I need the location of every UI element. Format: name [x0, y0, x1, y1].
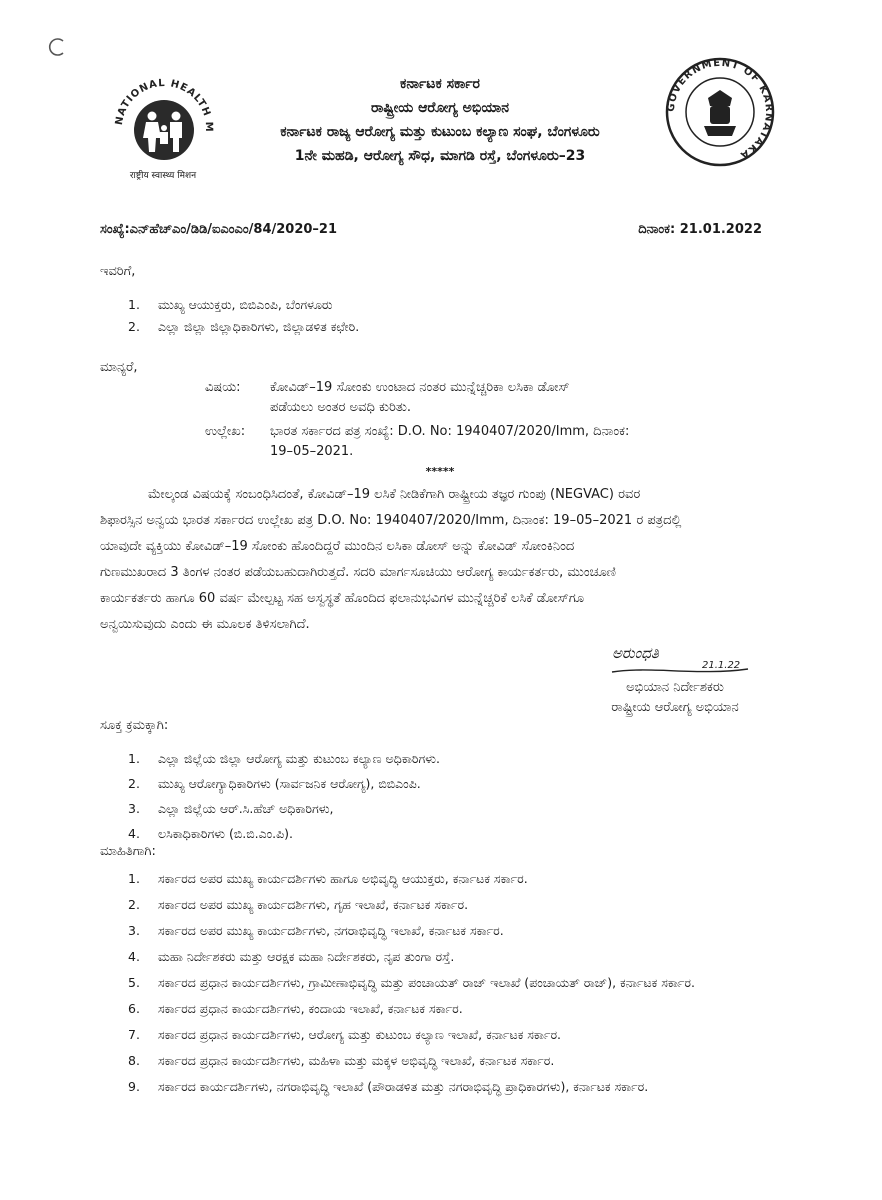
nhm-logo-hindi: राष्ट्रीय स्वास्थ्य मिशन [129, 171, 197, 181]
signature-title-2: ರಾಷ್ಟ್ರೀಯ ಆರೋಗ್ಯ ಅಭಿಯಾನ [611, 700, 739, 715]
separator: ***** [425, 465, 455, 478]
reference-line-2: 19–05–2021. [270, 444, 354, 459]
reference-label: ಉಲ್ಲೇಖ: [205, 424, 246, 439]
signature-date: 21.1.22 [702, 660, 741, 671]
list-item: 2. ಎಲ್ಲಾ ಜಿಲ್ಲಾ ಜಿಲ್ಲಾಧಿಕಾರಿಗಳು, ಜಿಲ್ಲಾಡಳಿತ ಕಛೇರಿ. [128, 319, 360, 334]
action-list [128, 746, 440, 846]
nhm-logo-text: NATIONAL HEALTH M [113, 77, 215, 133]
subject-line-1: ಕೋವಿಡ್–19 ಸೋಂಕು ಉಂಟಾದ ನಂತರ ಮುನ್ನೆಚ್ಚರಿಕಾ ಲಸಿಕಾ ಡೋಸ್ [270, 380, 570, 395]
info-label: ಮಾಹಿತಿಗಾಗಿ: [100, 844, 156, 859]
list-item: 4. ಲಸಿಕಾಧಿಕಾರಿಗಳು (ಬಿ.ಬಿ.ಎಂ.ಪಿ). [128, 826, 294, 841]
body-line-1: ಮೇಲ್ಕಂಡ ವಿಷಯಕ್ಕೆ ಸಂಬಂಧಿಸಿದಂತೆ, ಕೋವಿಡ್–19 ಲಸಿಕೆ ನೀಡಿಕೆಗಾಗಿ ರಾಷ್ಟ್ರೀಯ ತಜ್ಞರ ಗುಂಪು (NEGVAC) ರವರ [148, 487, 641, 502]
seal-text: GOVERNMENT OF KARNATAKA [665, 57, 775, 162]
list-item: 1. ಸರ್ಕಾರದ ಅಪರ ಮುಖ್ಯ ಕಾರ್ಯದರ್ಶಿಗಳು ಹಾಗೂ ಅಭಿವೃದ್ಧಿ ಆಯುಕ್ತರು, ಕರ್ನಾಟಕ ಸರ್ಕಾರ. [128, 871, 528, 886]
action-label: ಸೂಕ್ತ ಕ್ರಮಕ್ಕಾಗಿ: [100, 718, 169, 733]
list-item: 1. ಮುಖ್ಯ ಆಯುಕ್ತರು, ಬಿಬಿಎಂಪಿ, ಬೆಂಗಳೂರು [128, 297, 333, 312]
info-list [128, 868, 788, 1097]
list-item: 5. ಸರ್ಕಾರದ ಪ್ರಧಾನ ಕಾರ್ಯದರ್ಶಿಗಳು, ಗ್ರಾಮೀಣಾಭಿವೃದ್ಧಿ ಮತ್ತು ಪಂಚಾಯತ್ ರಾಜ್ ಇಲಾಖೆ (ಪಂಚಾಯತ್ ರಾಜ್), ಕರ್ನಾಟಕ ಸರ್ಕಾರ. [128, 975, 695, 990]
list-item: 3. ಎಲ್ಲಾ ಜಿಲ್ಲೆಯ ಆರ್.ಸಿ.ಹೆಚ್ ಅಧಿಕಾರಿಗಳು, [128, 801, 334, 816]
body-line-6: ಅನ್ವಯಿಸುವುದು ಎಂದು ಈ ಮೂಲಕ ತಿಳಿಸಲಾಗಿದೆ. [100, 617, 310, 632]
body-line-3: ಯಾವುದೇ ವ್ಯಕ್ತಿಯು ಕೋವಿಡ್–19 ಸೋಂಕು ಹೊಂದಿದ್ದರೆ ಮುಂದಿನ ಲಸಿಕಾ ಡೋಸ್ ಅನ್ನು ಕೋವಿಡ್ ಸೋಂಕಿನಿಂದ [100, 539, 575, 554]
list-item: 7. ಸರ್ಕಾರದ ಪ್ರಧಾನ ಕಾರ್ಯದರ್ಶಿಗಳು, ಆರೋಗ್ಯ ಮತ್ತು ಕುಟುಂಬ ಕಲ್ಯಾಣ ಇಲಾಖೆ, ಕರ್ನಾಟಕ ಸರ್ಕಾರ. [128, 1027, 562, 1042]
body-line-4: ಗುಣಮುಖರಾದ 3 ತಿಂಗಳ ನಂತರ ಪಡೆಯಬಹುದಾಗಿರುತ್ತದೆ. ಸದರಿ ಮಾರ್ಗಸೂಚಿಯು ಆರೋಗ್ಯ ಕಾರ್ಯಕರ್ತರು, ಮುಂಚೂಣಿ [100, 565, 616, 580]
list-item: 1. ಎಲ್ಲಾ ಜಿಲ್ಲೆಯ ಜಿಲ್ಲಾ ಆರೋಗ್ಯ ಮತ್ತು ಕುಟುಂಬ ಕಲ್ಯಾಣ ಅಧಿಕಾರಿಗಳು. [128, 751, 441, 766]
to-list [128, 294, 359, 338]
ref-date: ದಿನಾಂಕ: 21.01.2022 [638, 222, 762, 237]
list-item: 2. ಮುಖ್ಯ ಆರೋಗ್ಯಾಧಿಕಾರಿಗಳು (ಸಾರ್ವಜನಿಕ ಆರೋಗ್ಯ), ಬಿಬಿಎಂಪಿ. [128, 776, 421, 791]
salutation: ಮಾನ್ಯರೆ, [100, 360, 138, 375]
karnataka-seal [664, 56, 776, 168]
header-line-1: ಕರ್ನಾಟಕ ಸರ್ಕಾರ [400, 76, 480, 92]
to-label: ಇವರಿಗೆ, [100, 264, 136, 279]
header-line-3: ಕರ್ನಾಟಕ ರಾಜ್ಯ ಆರೋಗ್ಯ ಮತ್ತು ಕುಟುಂಬ ಕಲ್ಯಾಣ ಸಂಘ, ಬೆಂಗಳೂರು [280, 124, 600, 140]
list-item: 8. ಸರ್ಕಾರದ ಪ್ರಧಾನ ಕಾರ್ಯದರ್ಶಿಗಳು, ಮಹಿಳಾ ಮತ್ತು ಮಕ್ಕಳ ಅಭಿವೃದ್ಧಿ ಇಲಾಖೆ, ಕರ್ನಾಟಕ ಸರ್ಕಾರ. [128, 1053, 555, 1068]
list-item: 4. ಮಹಾ ನಿರ್ದೇಶಕರು ಮತ್ತು ಆರಕ್ಷಕ ಮಹಾ ನಿರ್ದೇಶಕರು, ನೃಪ ತುಂಗಾ ರಸ್ತೆ. [128, 949, 455, 964]
list-item: 6. ಸರ್ಕಾರದ ಪ್ರಧಾನ ಕಾರ್ಯದರ್ಶಿಗಳು, ಕಂದಾಯ ಇಲಾಖೆ, ಕರ್ನಾಟಕ ಸರ್ಕಾರ. [128, 1001, 463, 1016]
signature-scribble: ಅರುಂಧತಿ [612, 644, 659, 662]
list-item: 9. ಸರ್ಕಾರದ ಕಾರ್ಯದರ್ಶಿಗಳು, ನಗರಾಭಿವೃದ್ಧಿ ಇಲಾಖೆ (ಪೌರಾಡಳಿತ ಮತ್ತು ನಗರಾಭಿವೃದ್ಧಿ ಪ್ರಾಧಿಕಾರಗಳು), ಕರ್ನಾಟಕ ಸರ್ಕಾರ. [128, 1079, 649, 1094]
header-line-2: ರಾಷ್ಟ್ರೀಯ ಆರೋಗ್ಯ ಅಭಿಯಾನ [370, 100, 510, 116]
list-item: 3. ಸರ್ಕಾರದ ಅಪರ ಮುಖ್ಯ ಕಾರ್ಯದರ್ಶಿಗಳು, ನಗರಾಭಿವೃದ್ಧಿ ಇಲಾಖೆ, ಕರ್ನಾಟಕ ಸರ್ಕಾರ. [128, 923, 504, 938]
signature-title-1: ಅಭಿಯಾನ ನಿರ್ದೇಶಕರು [626, 680, 724, 695]
punch-hole-mark [46, 36, 68, 58]
subject-line-2: ಪಡೆಯಲು ಅಂತರ ಅವಧಿ ಕುರಿತು. [270, 400, 412, 415]
header-line-4: 1ನೇ ಮಹಡಿ, ಆರೋಗ್ಯ ಸೌಧ, ಮಾಗಡಿ ರಸ್ತೆ, ಬೆಂಗಳೂರು–23 [294, 148, 586, 164]
reference-line-1: ಭಾರತ ಸರ್ಕಾರದ ಪತ್ರ ಸಂಖ್ಯೆ: D.O. No: 1940407/2020/Imm, ದಿನಾಂಕ: [270, 424, 630, 439]
ref-number: ಸಂಖ್ಯೆ:ಎನ್‌ಹೆಚ್‌ಎಂ/ಡಿಡಿ/ಐಎಂಎಂ/84/2020–21 [100, 222, 338, 237]
list-item: 2. ಸರ್ಕಾರದ ಅಪರ ಮುಖ್ಯ ಕಾರ್ಯದರ್ಶಿಗಳು, ಗೃಹ ಇಲಾಖೆ, ಕರ್ನಾಟಕ ಸರ್ಕಾರ. [128, 897, 469, 912]
body-line-2: ಶಿಫಾರಸ್ಸಿನ ಅನ್ವಯ ಭಾರತ ಸರ್ಕಾರದ ಉಲ್ಲೇಖ ಪತ್ರ D.O. No: 1940407/2020/Imm, ದಿನಾಂಕ: 19–05–2021 ರ ಪತ್ರದಲ್ಲಿ [100, 513, 682, 528]
body-line-5: ಕಾರ್ಯಕರ್ತರು ಹಾಗೂ 60 ವರ್ಷ ಮೇಲ್ಪಟ್ಟ ಸಹ ಅಸ್ವಸ್ಥತೆ ಹೊಂದಿದ ಫಲಾನುಭವಿಗಳ ಮುನ್ನೆಚ್ಚರಿಕೆ ಲಸಿಕೆ ಡೋಸ್‌ಗೂ [100, 591, 585, 606]
subject-label: ವಿಷಯ: [205, 380, 241, 395]
